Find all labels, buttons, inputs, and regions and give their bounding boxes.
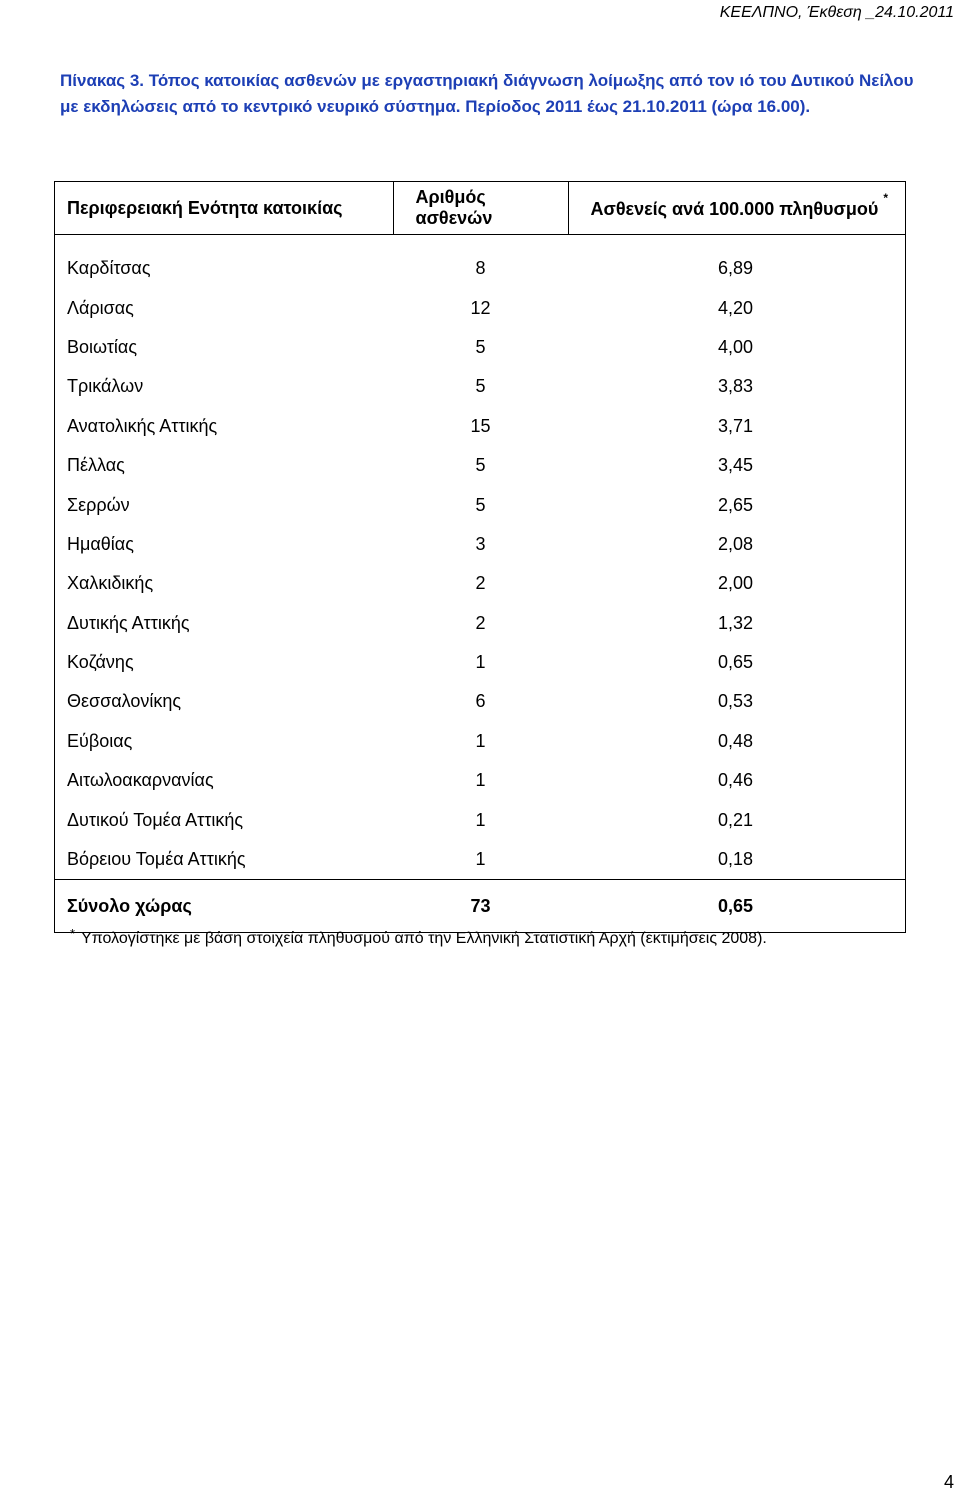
table-body bbox=[55, 235, 906, 880]
cell-count: 1 bbox=[475, 849, 486, 870]
cell-region: Αιτωλοακαρνανίας bbox=[55, 761, 394, 800]
cell-count: 12 bbox=[470, 297, 491, 318]
cell-region: Πέλλας bbox=[55, 446, 394, 485]
page-number: 4 bbox=[943, 1472, 954, 1492]
cell-count: 6 bbox=[475, 691, 486, 712]
total-rate: 0,65 bbox=[568, 880, 906, 933]
table-row bbox=[55, 682, 906, 721]
cell-region: Δυτικού Τομέα Αττικής bbox=[55, 800, 394, 839]
table-row bbox=[55, 564, 906, 603]
cell-rate: 2,08 bbox=[568, 525, 906, 564]
header-rate-footnote-mark: * bbox=[883, 190, 889, 205]
table-row bbox=[55, 407, 906, 446]
cell-count: 15 bbox=[470, 415, 491, 436]
cell-region: Τρικάλων bbox=[55, 367, 394, 406]
cell-count: 5 bbox=[475, 336, 486, 357]
table-row bbox=[55, 643, 906, 682]
table-row bbox=[55, 485, 906, 524]
cell-region: Ανατολικής Αττικής bbox=[55, 407, 394, 446]
cell-rate: 3,71 bbox=[568, 407, 906, 446]
cell-rate: 0,46 bbox=[568, 761, 906, 800]
header-rate bbox=[568, 182, 906, 235]
cell-count: 3 bbox=[475, 533, 486, 554]
total-count: 73 bbox=[393, 880, 568, 933]
cell-region: Θεσσαλονίκης bbox=[55, 682, 394, 721]
cell-rate: 0,65 bbox=[568, 643, 906, 682]
footnote-mark: * bbox=[70, 926, 76, 941]
cell-rate: 0,53 bbox=[568, 682, 906, 721]
table-caption bbox=[60, 68, 920, 120]
cell-region: Βοιωτίας bbox=[55, 328, 394, 367]
caption-text: Τόπος κατοικίας ασθενών με εργαστηριακή διάγνωση λοίμωξης από τον ιό του Δυτικού Νείλου με εκδηλώσεις από το κεντρικό νευρικό σύστημα. Περίοδος 2011 έως 21.10.2011 (ώρα 16.00). bbox=[60, 71, 914, 116]
cell-rate: 1,32 bbox=[568, 604, 906, 643]
cell-count: 5 bbox=[475, 494, 486, 515]
patients-table bbox=[54, 181, 906, 933]
running-header: ΚΕΕΛΠΝΟ, Έκθεση _24.10.2011 bbox=[719, 4, 954, 21]
cell-region: Σερρών bbox=[55, 485, 394, 524]
cell-rate: 3,45 bbox=[568, 446, 906, 485]
cell-region: Καρδίτσας bbox=[55, 235, 394, 289]
cell-rate: 3,83 bbox=[568, 367, 906, 406]
cell-count: 1 bbox=[475, 809, 486, 830]
cell-rate: 2,65 bbox=[568, 485, 906, 524]
cell-count: 1 bbox=[475, 652, 486, 673]
total-row bbox=[55, 880, 906, 933]
table-row bbox=[55, 288, 906, 327]
cell-count: 5 bbox=[475, 376, 486, 397]
cell-region: Δυτικής Αττικής bbox=[55, 604, 394, 643]
table-row bbox=[55, 328, 906, 367]
table-row bbox=[55, 604, 906, 643]
cell-region: Κοζάνης bbox=[55, 643, 394, 682]
cell-count: 1 bbox=[475, 730, 486, 751]
cell-region: Χαλκιδικής bbox=[55, 564, 394, 603]
footnote-text: Υπολογίστηκε με βάση στοιχεία πληθυσμού από την Ελληνική Στατιστική Αρχή (εκτιμήσεις 2008). bbox=[81, 930, 767, 947]
cell-region: Ημαθίας bbox=[55, 525, 394, 564]
table-row bbox=[55, 800, 906, 839]
total-label: Σύνολο χώρας bbox=[55, 880, 394, 933]
cell-count: 1 bbox=[475, 770, 486, 791]
cell-count: 8 bbox=[475, 258, 486, 279]
header-rate-label: Ασθενείς ανά 100.000 πληθυσμού bbox=[590, 198, 879, 219]
cell-count: 5 bbox=[475, 455, 486, 476]
table-row bbox=[55, 722, 906, 761]
cell-region: Εύβοιας bbox=[55, 722, 394, 761]
header-region: Περιφερειακή Ενότητα κατοικίας bbox=[55, 182, 394, 235]
footnote bbox=[70, 926, 767, 948]
cell-rate: 6,89 bbox=[568, 235, 906, 289]
cell-count: 2 bbox=[475, 573, 486, 594]
caption-label: Πίνακας 3. bbox=[60, 71, 145, 90]
table-row bbox=[55, 761, 906, 800]
cell-rate: 4,20 bbox=[568, 288, 906, 327]
cell-rate: 0,21 bbox=[568, 800, 906, 839]
table-row bbox=[55, 525, 906, 564]
table-row bbox=[55, 840, 906, 880]
table-row bbox=[55, 446, 906, 485]
header-count: Αριθμός ασθενών bbox=[393, 182, 568, 235]
cell-rate: 0,18 bbox=[568, 840, 906, 880]
cell-count: 2 bbox=[475, 612, 486, 633]
cell-rate: 4,00 bbox=[568, 328, 906, 367]
table-row bbox=[55, 367, 906, 406]
cell-region: Λάρισας bbox=[55, 288, 394, 327]
cell-region: Βόρειου Τομέα Αττικής bbox=[55, 840, 394, 880]
cell-rate: 2,00 bbox=[568, 564, 906, 603]
cell-rate: 0,48 bbox=[568, 722, 906, 761]
table-row bbox=[55, 235, 906, 289]
table-header-row bbox=[55, 182, 906, 235]
